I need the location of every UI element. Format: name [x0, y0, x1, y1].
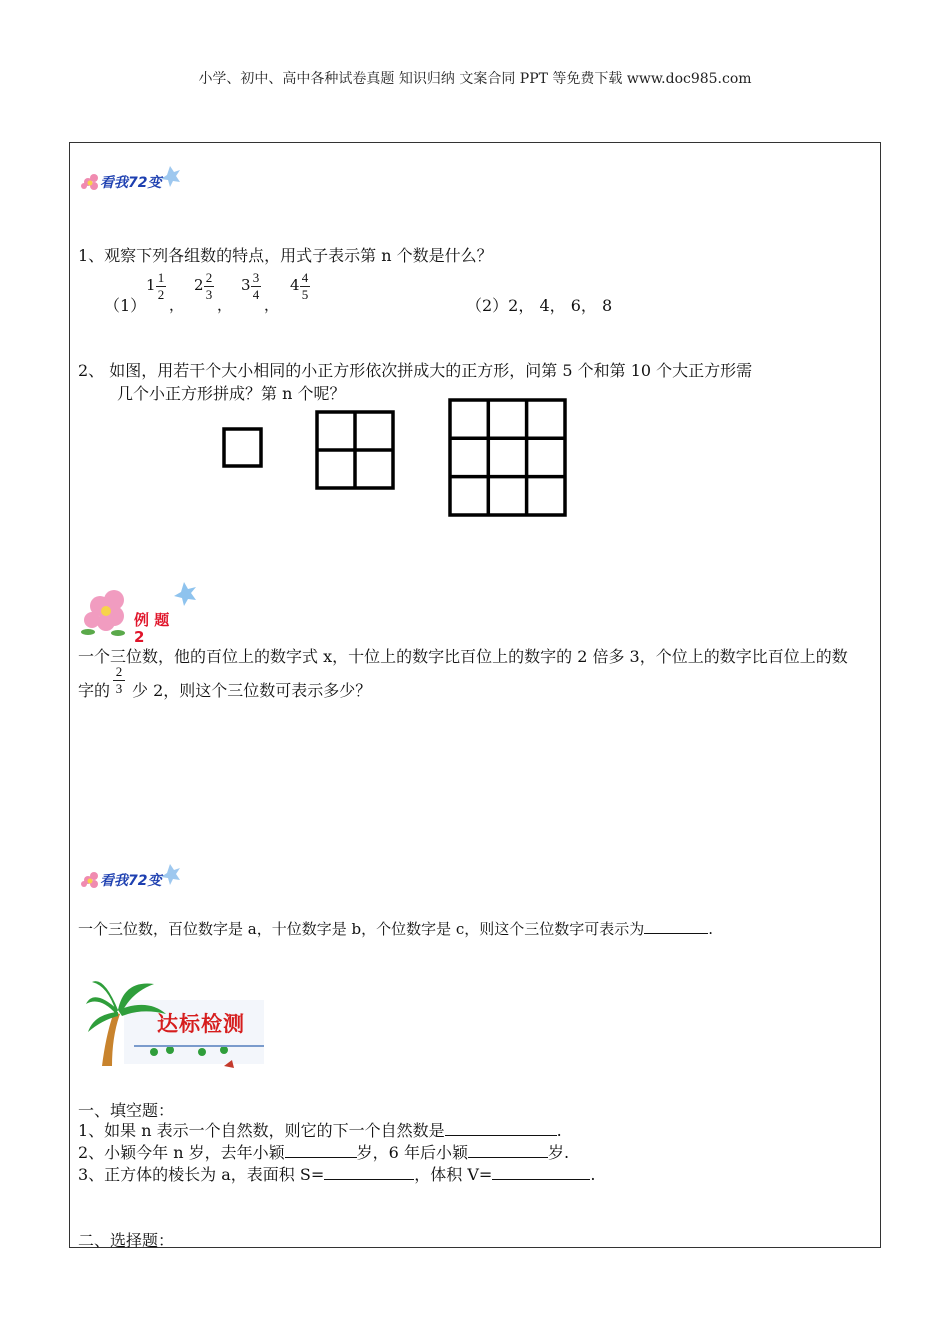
- square-3x3: [450, 400, 565, 515]
- q1-part1-label: （1）: [104, 296, 147, 315]
- fraction-numerator: 4: [301, 270, 309, 285]
- fraction: [300, 270, 310, 303]
- section2-question: [78, 918, 713, 939]
- example2-line2-end: 少 2，则这个三位数可表示多少？: [132, 681, 372, 700]
- example-label-text: 例 题: [134, 611, 170, 629]
- answer-blank[interactable]: [285, 1143, 357, 1158]
- fill-q1-text: 1、如果 n 表示一个自然数，则它的下一个自然数是: [78, 1121, 445, 1140]
- fraction-separator: ，: [169, 296, 185, 314]
- square-2x2: [317, 412, 393, 488]
- fraction-numerator: 2: [115, 664, 123, 679]
- fraction-numerator: 2: [205, 270, 213, 285]
- choice-heading: 二、选择题：: [78, 1231, 175, 1250]
- question-2-line1: 2、 如图，用若干个大小相同的小正方形依次拼成大的正方形，问第 5 个和第 10 个大正方形需: [78, 361, 753, 380]
- example-label-number: 2: [134, 628, 145, 646]
- fraction-separator: ，: [217, 296, 233, 314]
- fill-q2-text-2: 岁，6 年后小颖: [356, 1143, 468, 1162]
- fraction: [204, 270, 214, 303]
- fraction: [251, 270, 261, 303]
- fraction-denominator: 4: [252, 287, 260, 302]
- fill-q1-end: .: [556, 1121, 562, 1140]
- fraction-numerator: 3: [252, 270, 260, 285]
- fraction-whole: 1: [146, 276, 156, 294]
- answer-blank[interactable]: [644, 919, 708, 934]
- fraction-numerator: 1: [157, 270, 165, 285]
- example2-line2-start: 字的: [78, 681, 111, 700]
- fill-q1: [78, 1118, 562, 1141]
- fraction-whole: 3: [241, 276, 251, 294]
- answer-blank[interactable]: [445, 1121, 557, 1136]
- answer-blank[interactable]: [324, 1165, 414, 1180]
- section2-question-end: .: [708, 920, 714, 938]
- fill-q3-end: .: [590, 1165, 596, 1184]
- example2-fraction: [113, 664, 125, 697]
- fill-heading: 一、填空题：: [78, 1101, 175, 1120]
- question-2-line2: 几个小正方形拼成？第 n 个呢？: [117, 384, 346, 403]
- banner-title: 看我72变: [100, 873, 162, 889]
- fraction-whole: 4: [290, 276, 300, 294]
- fill-q2-text: 2、小颖今年 n 岁，去年小颖: [78, 1143, 285, 1162]
- fill-q3-text-2: ，体积 V=: [414, 1165, 493, 1184]
- fill-q2-text-3: 岁.: [547, 1143, 570, 1162]
- fraction-denominator: 2: [157, 287, 165, 302]
- fraction-whole: 2: [194, 276, 204, 294]
- fill-q3-text: 3、正方体的棱长为 a，表面积 S=: [78, 1165, 325, 1184]
- fill-q2: [78, 1140, 569, 1163]
- answer-blank[interactable]: [468, 1143, 548, 1158]
- example-label: [134, 612, 169, 646]
- fraction-separator: ，: [264, 296, 280, 314]
- fraction-denominator: 3: [113, 680, 125, 697]
- section2-question-text: 一个三位数，百位数字是 a，十位数字是 b，个位数字是 c，则这个三位数字可表示为: [78, 920, 645, 938]
- question-1-text: 1、观察下列各组数的特点，用式子表示第 n 个数是什么？: [78, 246, 493, 265]
- example2-line1: 一个三位数，他的百位上的数字式 x，十位上的数字比百位上的数字的 2 倍多 3，个位上的数字比百位上的数: [78, 647, 848, 666]
- square-pattern-figure: [215, 390, 575, 525]
- dabiao-title: 达标检测: [157, 1012, 245, 1036]
- answer-blank[interactable]: [492, 1165, 590, 1180]
- q1-part2: （2）2， 4， 6， 8: [466, 296, 613, 315]
- site-header: 小学、初中、高中各种试卷真题 知识归纳 文案合同 PPT 等免费下载 www.doc985.com: [198, 71, 752, 87]
- fill-q3: [78, 1162, 595, 1185]
- fraction-denominator: 5: [301, 287, 309, 302]
- banner-title: 看我72变: [100, 175, 162, 191]
- fraction: [156, 270, 166, 303]
- fraction-denominator: 3: [205, 287, 213, 302]
- square-1x1: [224, 429, 261, 466]
